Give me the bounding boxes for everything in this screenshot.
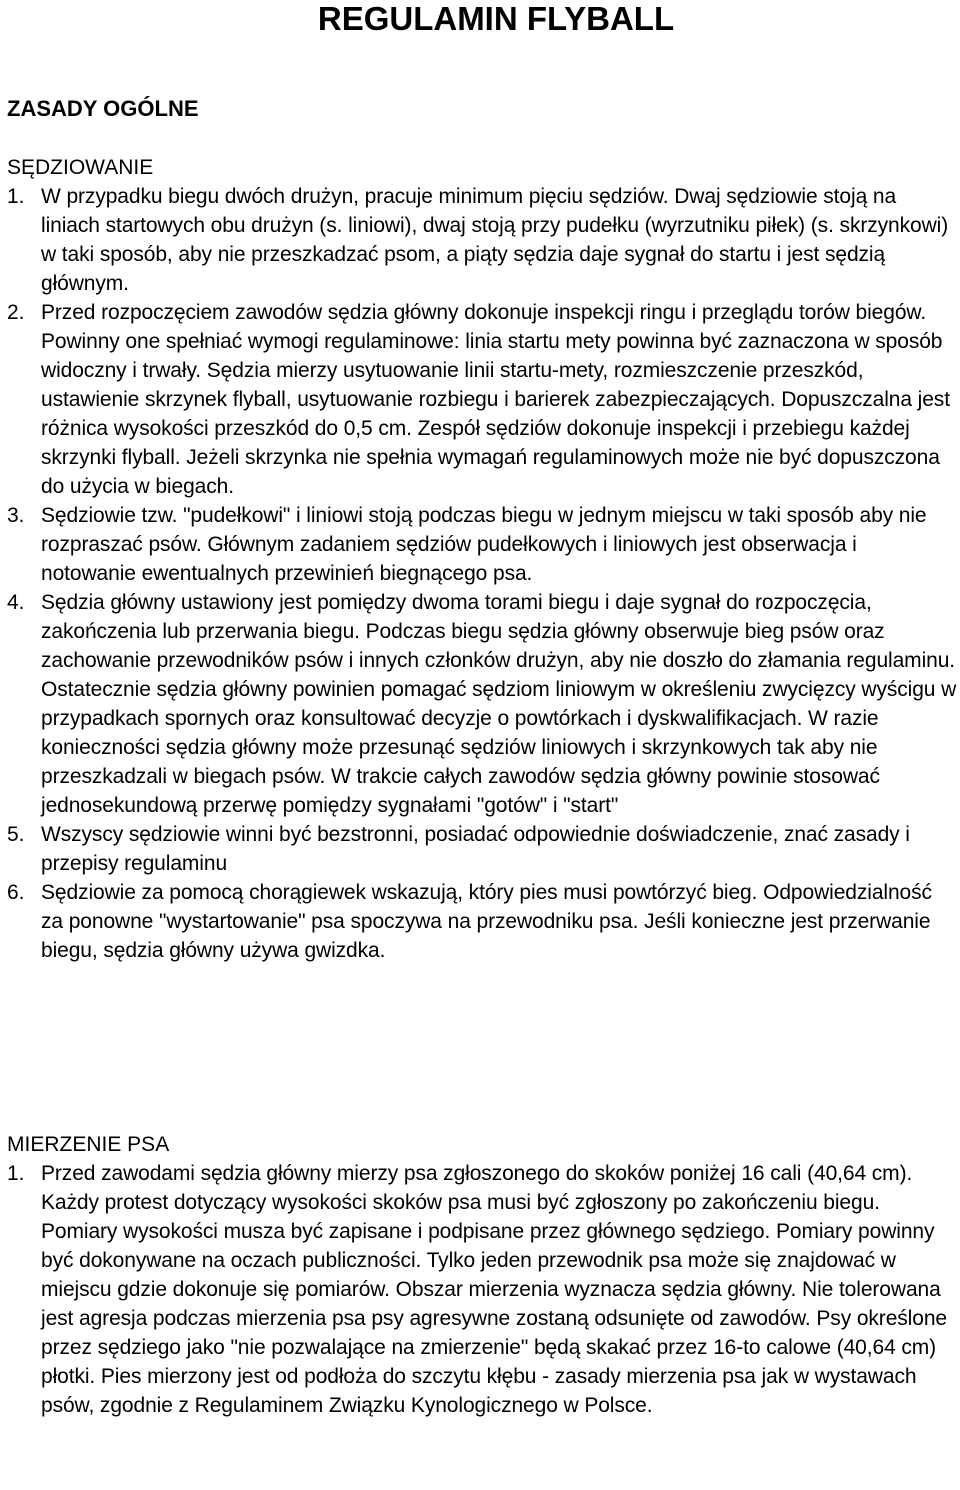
list-item bbox=[7, 820, 957, 878]
judging-rules-list bbox=[7, 182, 957, 965]
item-number: 3. bbox=[7, 504, 25, 527]
item-text: Sędziowie tzw. "pudełkowi" i liniowi stoją podczas biegu w jednym miejscu w taki sposób aby nie rozpraszać psów. Głównym zadaniem sędziów pudełkowych i liniowych jest obserwacja i notowanie ewentualnych przewinień biegnącego psa. bbox=[41, 504, 927, 585]
list-item bbox=[7, 501, 957, 588]
section-dog-measurement bbox=[7, 1130, 957, 1420]
item-number: 1. bbox=[7, 1162, 25, 1185]
list-item bbox=[7, 1159, 957, 1420]
general-rules-heading: ZASADY OGÓLNE bbox=[7, 96, 199, 121]
item-number: 6. bbox=[7, 881, 25, 904]
list-item bbox=[7, 878, 957, 965]
document-title: REGULAMIN FLYBALL bbox=[317, 0, 675, 37]
list-item bbox=[7, 588, 957, 820]
item-number: 4. bbox=[7, 591, 25, 614]
item-number: 1. bbox=[7, 185, 25, 208]
section-judging bbox=[7, 153, 957, 965]
measurement-rules-list bbox=[7, 1159, 957, 1420]
list-item bbox=[7, 298, 957, 501]
section-title-judging: SĘDZIOWANIE bbox=[7, 156, 154, 179]
item-text: W przypadku biegu dwóch drużyn, pracuje minimum pięciu sędziów. Dwaj sędziowie stoją na liniach startowych obu drużyn (s. liniowi), dwaj stoją przy pudełku (wyrzutniku piłek) (s. skrzynkowi) w taki sposób, aby nie przeszkadzać psom, a piąty sędzia daje sygnał do startu i jest sędzią głównym. bbox=[41, 185, 949, 295]
item-text: Sędzia główny ustawiony jest pomiędzy dwoma torami biegu i daje sygnał do rozpoczęcia, zakończenia lub przerwania biegu. Podczas biegu sędzia główny obserwuje bieg psów oraz zachowanie przewodników psów i innych członków drużyn, aby nie doszło do złamania regulaminu. Ostatecznie sędzia główny powinien pomagać sędziom liniowym w określeniu zwycięzcy wyścigu w przypadkach spornych oraz konsultować decyzje o powtórkach i dyskwalifikacjach. W razie konieczności sędzia główny może przesunąć sędziów liniowych i skrzynkowych tak aby nie przeszkadzali w biegach psów. W trakcie całych zawodów sędzia główny powinie stosować jednosekundową przerwę pomiędzy sygnałami "gotów" i "start" bbox=[41, 591, 957, 817]
item-text: Sędziowie za pomocą chorągiewek wskazują, który pies musi powtórzyć bieg. Odpowiedzialność za ponowne "wystartowanie" psa spoczywa na przewodniku psa. Jeśli konieczne jest przerwanie biegu, sędzia główny używa gwizdka. bbox=[41, 881, 932, 962]
item-number: 5. bbox=[7, 823, 25, 846]
item-text: Przed rozpoczęciem zawodów sędzia główny dokonuje inspekcji ringu i przeglądu torów biegów. Powinny one spełniać wymogi regulaminowe: linia startu mety powinna być zaznaczona w sposób widoczny i trwały. Sędzia mierzy usytuowanie linii startu-mety, rozmieszczenie przeszkód, ustawienie skrzynek flyball, usytuowanie rozbiegu i barierek zabezpieczających. Dopuszczalna jest różnica wysokości przeszkód do 0,5 cm. Zespół sędziów dokonuje inspekcji i przebiegu każdej skrzynki flyball. Jeżeli skrzynka nie spełnia wymagań regulaminowych może nie być dopuszczona do użycia w biegach. bbox=[41, 301, 950, 498]
item-text: Wszyscy sędziowie winni być bezstronni, posiadać odpowiednie doświadczenie, znać zasady i przepisy regulaminu bbox=[41, 823, 910, 875]
list-item bbox=[7, 182, 957, 298]
item-text: Przed zawodami sędzia główny mierzy psa zgłoszonego do skoków poniżej 16 cali (40,64 cm). Każdy protest dotyczący wysokości skoków psa musi być zgłoszony po zakończeniu biegu. Pomiary wysokości musza być zapisane i podpisane przez głównego sędziego. Pomiary powinny być dokonywane na oczach publiczności. Tylko jeden przewodnik psa może się znajdować w miejscu gdzie dokonuje się pomiarów. Obszar mierzenia wyznacza sędzia główny. Nie tolerowana jest agresja podczas mierzenia psa psy agresywne zostaną odsunięte od zawodów. Psy określone przez sędziego jako "nie pozwalające na zmierzenie" będą skakać przez 16-to calowe (40,64 cm) płotki. Pies mierzony jest od podłoża do szczytu kłębu - zasady mierzenia psa jak w wystawach psów, zgodnie z Regulaminem Związku Kynologicznego w Polsce. bbox=[41, 1162, 947, 1417]
section-title-measurement: MIERZENIE PSA bbox=[7, 1133, 170, 1156]
item-number: 2. bbox=[7, 301, 25, 324]
